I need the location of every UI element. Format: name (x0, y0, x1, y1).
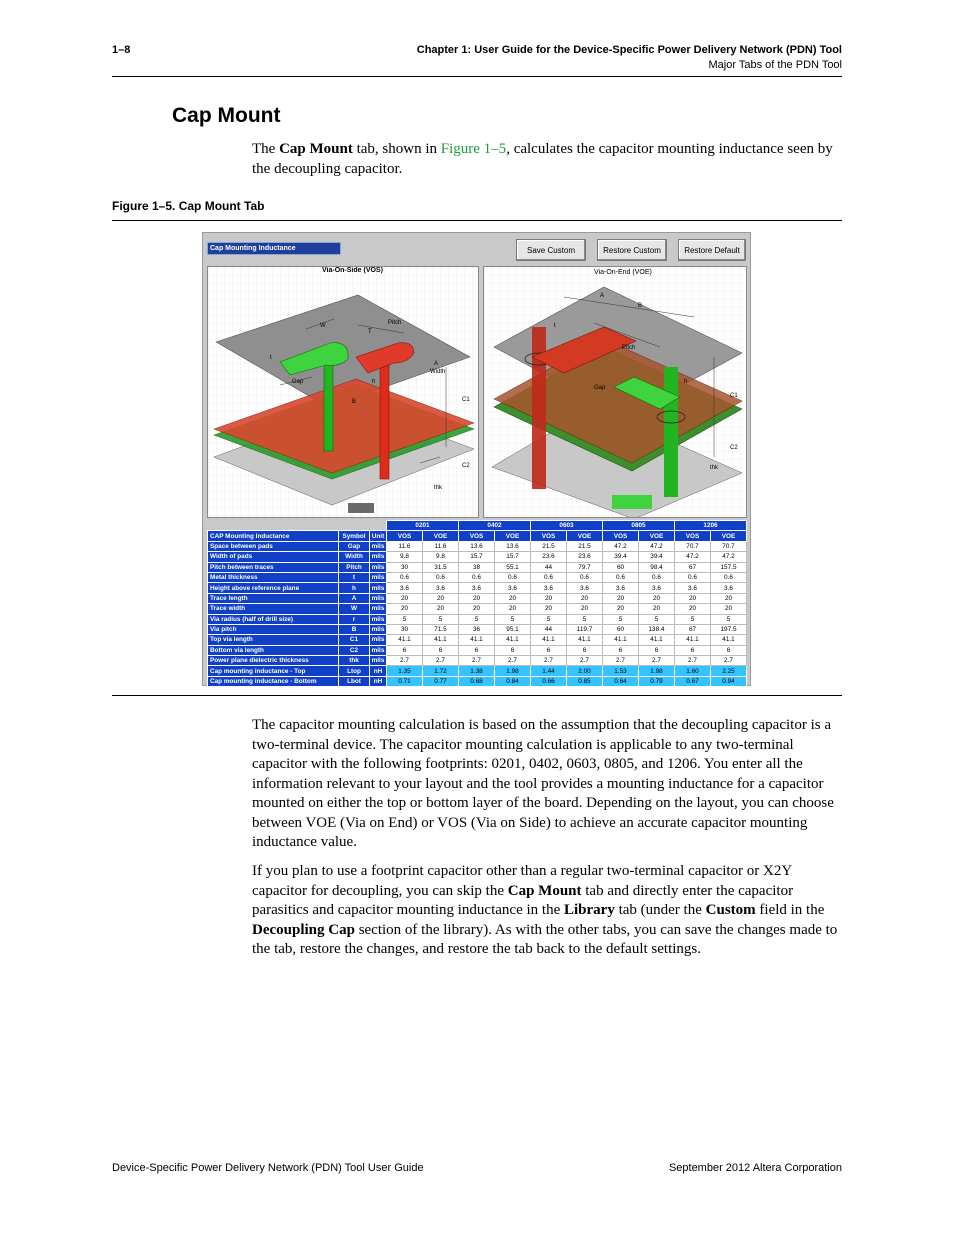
param-value-cell[interactable]: 5 (387, 614, 423, 624)
param-value-cell[interactable]: 20 (639, 593, 675, 603)
voe-diagram (484, 267, 747, 518)
body-paragraph-2: If you plan to use a footprint capacitor other than a regular two-terminal capacitor or X2Y capacitor for decoupling, you can skip the Cap Mount tab and directly enter the capacitor parasitics and capacitor mounting inductance in the Library tab (under the Custom field in the Decoupling Cap section of the library). As with the other tabs, you can save the changes made to the tab, restore the changes, and restore the tab back to the default settings. (252, 863, 838, 957)
result-value-cell: 0.77 (423, 676, 459, 686)
footer-date-company: September 2012 Altera Corporation (668, 1162, 842, 1174)
header-rule (112, 76, 842, 77)
page-title: Cap Mount (172, 104, 281, 127)
param-symbol: A (339, 593, 370, 603)
param-value-cell[interactable]: 20 (675, 593, 711, 603)
table-row (208, 572, 747, 582)
result-value-cell: 0.85 (567, 676, 603, 686)
footprint-header: 1206 (675, 521, 747, 531)
svg-text:C2: C2 (730, 445, 738, 451)
footer-doc-title: Device-Specific Power Delivery Network (PDN) Tool User Guide (112, 1162, 424, 1174)
param-label: Trace length (208, 593, 339, 603)
param-label: Height above reference plane (208, 583, 339, 593)
svg-text:Gap: Gap (292, 379, 304, 385)
param-value-cell[interactable]: 6 (711, 645, 747, 655)
table-row (208, 624, 747, 634)
svg-text:C1: C1 (730, 393, 738, 399)
param-unit: mils (370, 614, 387, 624)
result-value-cell: 1.72 (423, 666, 459, 676)
svg-text:Gap: Gap (594, 385, 606, 391)
param-value-cell[interactable]: 20 (387, 593, 423, 603)
svg-text:t: t (270, 355, 272, 361)
param-value-cell[interactable]: 67 (675, 562, 711, 572)
param-value-cell[interactable]: 39.4 (603, 552, 639, 562)
footprint-header: 0201 (387, 521, 459, 531)
param-value-cell[interactable]: 5 (603, 614, 639, 624)
param-symbol: Width (339, 552, 370, 562)
param-value-cell[interactable]: 20 (603, 593, 639, 603)
param-value-cell[interactable]: 20 (675, 604, 711, 614)
param-value-cell[interactable]: 41.1 (423, 635, 459, 645)
result-value-cell: 0.68 (459, 676, 495, 686)
result-value-cell: 0.71 (387, 676, 423, 686)
svg-text:thk: thk (710, 465, 719, 471)
param-value-cell[interactable]: 20 (495, 604, 531, 614)
result-symbol: Ltop (339, 666, 370, 676)
param-value-cell[interactable]: 6 (639, 645, 675, 655)
param-symbol: C1 (339, 635, 370, 645)
table-row (208, 635, 747, 645)
footprint-header-row (208, 521, 747, 531)
restore-custom-button[interactable]: Restore Custom (597, 239, 667, 261)
param-value-cell[interactable]: 20 (531, 604, 567, 614)
intro-bold-cap-mount: Cap Mount (279, 141, 353, 157)
footprint-header: 0603 (531, 521, 603, 531)
blank-cell (339, 521, 370, 531)
param-value-cell[interactable]: 15.7 (495, 552, 531, 562)
param-value-cell[interactable]: 5 (459, 614, 495, 624)
param-value-cell[interactable]: 20 (387, 604, 423, 614)
param-label: Top via length (208, 635, 339, 645)
param-unit: mils (370, 552, 387, 562)
param-value-cell[interactable]: 44 (531, 562, 567, 572)
unit-header: Unit (370, 531, 387, 541)
param-value-cell[interactable]: 20 (711, 593, 747, 603)
voe-header: VOE (711, 531, 747, 541)
param-unit: mils (370, 583, 387, 593)
result-symbol: Lbot (339, 676, 370, 686)
result-row (208, 676, 747, 686)
param-symbol: t (339, 572, 370, 582)
param-value-cell[interactable]: 3.6 (423, 583, 459, 593)
param-value-cell[interactable]: 138.4 (639, 624, 675, 634)
param-value-cell[interactable]: 20 (459, 604, 495, 614)
param-value-cell[interactable]: 70.7 (675, 541, 711, 551)
param-value-cell[interactable]: 9.8 (423, 552, 459, 562)
svg-text:t: t (554, 323, 556, 329)
svg-text:C1: C1 (462, 397, 470, 403)
param-value-cell[interactable]: 23.6 (567, 552, 603, 562)
param-value-cell[interactable]: 2.7 (531, 656, 567, 666)
param-value-cell[interactable]: 41.1 (531, 635, 567, 645)
param-unit: mils (370, 604, 387, 614)
param-value-cell[interactable]: 36 (459, 624, 495, 634)
via-green (664, 367, 678, 497)
param-value-cell[interactable]: 3.6 (459, 583, 495, 593)
footprint-header: 0805 (603, 521, 675, 531)
param-value-cell[interactable]: 38 (459, 562, 495, 572)
param-value-cell[interactable]: 20 (423, 604, 459, 614)
result-value-cell: 1.38 (459, 666, 495, 676)
svg-text:C2: C2 (462, 463, 470, 469)
table-row (208, 604, 747, 614)
svg-text:T: T (368, 329, 372, 335)
param-value-cell[interactable]: 20 (567, 593, 603, 603)
param-value-cell[interactable]: 3.6 (387, 583, 423, 593)
column-header-row (208, 531, 747, 541)
result-value-cell: 0.79 (639, 676, 675, 686)
param-value-cell[interactable]: 6 (459, 645, 495, 655)
param-value-cell[interactable]: 55.1 (495, 562, 531, 572)
param-value-cell[interactable]: 47.2 (603, 541, 639, 551)
param-value-cell[interactable]: 2.7 (639, 656, 675, 666)
via-red (532, 327, 546, 489)
param-value-cell[interactable]: 47.2 (675, 552, 711, 562)
param-value-cell[interactable]: 20 (711, 604, 747, 614)
result-unit: nH (370, 676, 387, 686)
param-value-cell[interactable]: 20 (459, 593, 495, 603)
param-label: Metal thickness (208, 572, 339, 582)
param-value-cell[interactable]: 15.7 (459, 552, 495, 562)
param-unit: mils (370, 624, 387, 634)
result-value-cell: 1.44 (531, 666, 567, 676)
param-value-cell[interactable]: 2.7 (603, 656, 639, 666)
param-value-cell[interactable]: 5 (531, 614, 567, 624)
param-value-cell[interactable]: 5 (639, 614, 675, 624)
param-symbol: W (339, 604, 370, 614)
param-label: Bottom via length (208, 645, 339, 655)
param-unit: mils (370, 562, 387, 572)
cap-mount-table (207, 520, 747, 687)
result-label: Cap mounting inductance - Top (208, 666, 339, 676)
footprint-header: 0402 (459, 521, 531, 531)
param-value-cell[interactable]: 6 (603, 645, 639, 655)
blank-cell (370, 521, 387, 531)
param-value-cell[interactable]: 0.6 (531, 572, 567, 582)
param-symbol: Pitch (339, 562, 370, 572)
param-value-cell[interactable]: 31.5 (423, 562, 459, 572)
result-value-cell: 1.60 (675, 666, 711, 676)
param-value-cell[interactable]: 3.6 (531, 583, 567, 593)
param-value-cell[interactable]: 21.5 (531, 541, 567, 551)
param-value-cell[interactable]: 3.6 (567, 583, 603, 593)
symbol-header: Symbol (339, 531, 370, 541)
table-row (208, 541, 747, 551)
voe-header: VOE (495, 531, 531, 541)
param-value-cell[interactable]: 41.1 (675, 635, 711, 645)
param-value-cell[interactable]: 6 (675, 645, 711, 655)
param-value-cell[interactable]: 0.6 (639, 572, 675, 582)
result-value-cell: 1.98 (639, 666, 675, 676)
param-value-cell[interactable]: 6 (423, 645, 459, 655)
param-value-cell[interactable]: 5 (567, 614, 603, 624)
param-label: Width of pads (208, 552, 339, 562)
param-value-cell[interactable]: 197.5 (711, 624, 747, 634)
table-row (208, 552, 747, 562)
table-row (208, 562, 747, 572)
param-value-cell[interactable]: 6 (495, 645, 531, 655)
via-red (380, 359, 389, 479)
vos-diagram-panel (207, 266, 479, 518)
bottom-pad-green (612, 495, 652, 509)
param-value-cell[interactable]: 20 (603, 604, 639, 614)
table-row (208, 583, 747, 593)
param-label: Via pitch (208, 624, 339, 634)
param-value-cell[interactable]: 23.6 (531, 552, 567, 562)
param-value-cell[interactable]: 20 (639, 604, 675, 614)
param-value-cell[interactable]: 5 (423, 614, 459, 624)
param-value-cell[interactable]: 3.6 (495, 583, 531, 593)
param-value-cell[interactable]: 20 (495, 593, 531, 603)
param-value-cell[interactable]: 2.7 (675, 656, 711, 666)
voe-header: VOE (423, 531, 459, 541)
svg-text:W: W (320, 323, 326, 329)
result-value-cell: 0.64 (603, 676, 639, 686)
blank-cell (208, 521, 339, 531)
param-value-cell[interactable]: 20 (567, 604, 603, 614)
result-value-cell: 1.35 (387, 666, 423, 676)
param-value-cell[interactable]: 98.4 (639, 562, 675, 572)
cap-mounting-title-bar: Cap Mounting Inductance (207, 242, 341, 255)
param-unit: mils (370, 541, 387, 551)
param-value-cell[interactable]: 5 (675, 614, 711, 624)
svg-text:h: h (684, 379, 688, 385)
voe-view-label: Via-On-End (VOE) (594, 269, 652, 276)
result-value-cell: 0.67 (675, 676, 711, 686)
voe-header: VOE (639, 531, 675, 541)
param-value-cell[interactable]: 5 (711, 614, 747, 624)
param-value-cell[interactable]: 41.1 (387, 635, 423, 645)
result-value-cell: 0.84 (495, 676, 531, 686)
param-value-cell[interactable]: 3.6 (711, 583, 747, 593)
svg-text:thk: thk (434, 485, 443, 491)
param-value-cell[interactable]: 71.5 (423, 624, 459, 634)
param-unit: mils (370, 656, 387, 666)
param-value-cell[interactable]: 21.5 (567, 541, 603, 551)
param-symbol: h (339, 583, 370, 593)
figure-label: Figure 1–5. Cap Mount Tab (112, 199, 265, 213)
param-value-cell[interactable]: 0.6 (603, 572, 639, 582)
param-value-cell[interactable]: 13.6 (459, 541, 495, 551)
param-value-cell[interactable]: 0.6 (567, 572, 603, 582)
svg-text:Pitch: Pitch (622, 345, 636, 351)
figure-link[interactable]: Figure 1–5 (440, 141, 507, 157)
via-green (324, 359, 333, 451)
svg-text:Pitch: Pitch (388, 320, 402, 326)
param-value-cell[interactable]: 0.6 (387, 572, 423, 582)
result-value-cell: 2.00 (567, 666, 603, 676)
section-title: Major Tabs of the PDN Tool (708, 59, 842, 71)
param-value-cell[interactable]: 95.1 (495, 624, 531, 634)
param-value-cell[interactable]: 9.8 (387, 552, 423, 562)
param-value-cell[interactable]: 47.2 (711, 552, 747, 562)
param-value-cell[interactable]: 20 (423, 593, 459, 603)
result-row (208, 666, 747, 676)
svg-text:Width: Width (430, 369, 446, 375)
table-row (208, 593, 747, 603)
param-value-cell[interactable]: 119.7 (567, 624, 603, 634)
result-value-cell: 1.53 (603, 666, 639, 676)
param-unit: mils (370, 593, 387, 603)
param-value-cell[interactable]: 11.6 (387, 541, 423, 551)
param-value-cell[interactable]: 2.7 (387, 656, 423, 666)
vos-header: VOS (675, 531, 711, 541)
result-unit: nH (370, 666, 387, 676)
param-unit: mils (370, 645, 387, 655)
param-symbol: r (339, 614, 370, 624)
table-title: CAP Mounting Inductance (208, 531, 339, 541)
cap-mount-screenshot (202, 232, 751, 686)
intro-paragraph: The Cap Mount tab, shown in Figure 1–5, calculates the capacitor mounting inductance seen by the decoupling capacitor. (252, 141, 833, 177)
param-value-cell[interactable]: 41.1 (639, 635, 675, 645)
param-value-cell[interactable]: 0.6 (459, 572, 495, 582)
param-value-cell[interactable]: 47.2 (639, 541, 675, 551)
table-row (208, 656, 747, 666)
save-custom-button[interactable]: Save Custom (516, 239, 586, 261)
param-value-cell[interactable]: 2.7 (495, 656, 531, 666)
param-value-cell[interactable]: 6 (567, 645, 603, 655)
param-value-cell[interactable]: 5 (495, 614, 531, 624)
param-value-cell[interactable]: 0.6 (675, 572, 711, 582)
param-value-cell[interactable]: 41.1 (711, 635, 747, 645)
vos-header: VOS (531, 531, 567, 541)
param-value-cell[interactable]: 3.6 (603, 583, 639, 593)
vos-diagram (208, 267, 479, 518)
figure-rule-top (112, 220, 842, 221)
param-value-cell[interactable]: 6 (531, 645, 567, 655)
result-value-cell: 2.25 (711, 666, 747, 676)
param-value-cell[interactable]: 0.6 (423, 572, 459, 582)
param-value-cell[interactable]: 3.6 (639, 583, 675, 593)
param-value-cell[interactable]: 67 (675, 624, 711, 634)
param-value-cell[interactable]: 41.1 (567, 635, 603, 645)
svg-text:B: B (352, 399, 357, 405)
param-value-cell[interactable]: 157.5 (711, 562, 747, 572)
restore-default-button[interactable]: Restore Default (678, 239, 746, 261)
page-number: 1–8 (112, 44, 131, 56)
body-paragraph-1: The capacitor mounting calculation is based on the assumption that the decoupling capacitor is a two-terminal device. The capacitor mounting calculation is applicable to any two-terminal capacitor with the following footprints: 0201, 0402, 0603, 0805, and 1206. You enter all the information relevant to your layout and the tool provides a mounting inductance for a capacitor mounted on either the top or bottom layer of the board. Depending on the layout, you can choose between VOE (Via on End) or VOS (Via on Side) to achieve an accurate capacitor mounting inductance value. (252, 717, 834, 850)
result-value-cell: 0.66 (531, 676, 567, 686)
param-value-cell[interactable]: 11.6 (423, 541, 459, 551)
param-value-cell[interactable]: 39.4 (639, 552, 675, 562)
param-value-cell[interactable]: 30 (387, 562, 423, 572)
table-row (208, 645, 747, 655)
param-value-cell[interactable]: 0.6 (495, 572, 531, 582)
param-value-cell[interactable]: 2.7 (567, 656, 603, 666)
param-value-cell[interactable]: 20 (531, 593, 567, 603)
param-label: Power plane dielectric thickness (208, 656, 339, 666)
param-symbol: thk (339, 656, 370, 666)
param-value-cell[interactable]: 6 (387, 645, 423, 655)
chapter-title: Chapter 1: User Guide for the Device-Specific Power Delivery Network (PDN) Tool (416, 44, 842, 56)
vos-view-label: Via-On-Side (VOS) (322, 267, 383, 274)
param-label: Trace width (208, 604, 339, 614)
result-value-cell: 0.94 (711, 676, 747, 686)
param-unit: mils (370, 635, 387, 645)
param-value-cell[interactable]: 13.6 (495, 541, 531, 551)
param-symbol: Gap (339, 541, 370, 551)
param-symbol: B (339, 624, 370, 634)
voe-diagram-panel (483, 266, 747, 518)
param-label: Via radius (half of drill size) (208, 614, 339, 624)
param-value-cell[interactable]: 41.1 (495, 635, 531, 645)
param-label: Pitch between traces (208, 562, 339, 572)
vos-header: VOS (387, 531, 423, 541)
param-unit: mils (370, 572, 387, 582)
param-value-cell[interactable]: 41.1 (603, 635, 639, 645)
param-value-cell[interactable]: 2.7 (423, 656, 459, 666)
param-value-cell[interactable]: 41.1 (459, 635, 495, 645)
param-value-cell[interactable]: 60 (603, 624, 639, 634)
param-value-cell[interactable]: 2.7 (711, 656, 747, 666)
param-symbol: C2 (339, 645, 370, 655)
svg-text:B: B (638, 303, 643, 309)
param-value-cell[interactable]: 79.7 (567, 562, 603, 572)
param-value-cell[interactable]: 0.6 (711, 572, 747, 582)
param-label: Space between pads (208, 541, 339, 551)
vos-header: VOS (459, 531, 495, 541)
svg-text:A: A (434, 361, 439, 367)
table-row (208, 614, 747, 624)
param-value-cell[interactable]: 44 (531, 624, 567, 634)
bottom-pad (348, 503, 374, 513)
figure-rule-bottom (112, 695, 842, 696)
svg-text:h: h (372, 379, 376, 385)
result-value-cell: 1.98 (495, 666, 531, 676)
vos-header: VOS (603, 531, 639, 541)
param-value-cell[interactable]: 2.7 (459, 656, 495, 666)
param-value-cell[interactable]: 60 (603, 562, 639, 572)
result-label: Cap mounting inductance - Bottom (208, 676, 339, 686)
param-value-cell[interactable]: 3.6 (675, 583, 711, 593)
voe-header: VOE (567, 531, 603, 541)
param-value-cell[interactable]: 30 (387, 624, 423, 634)
svg-text:A: A (600, 293, 605, 299)
param-value-cell[interactable]: 70.7 (711, 541, 747, 551)
